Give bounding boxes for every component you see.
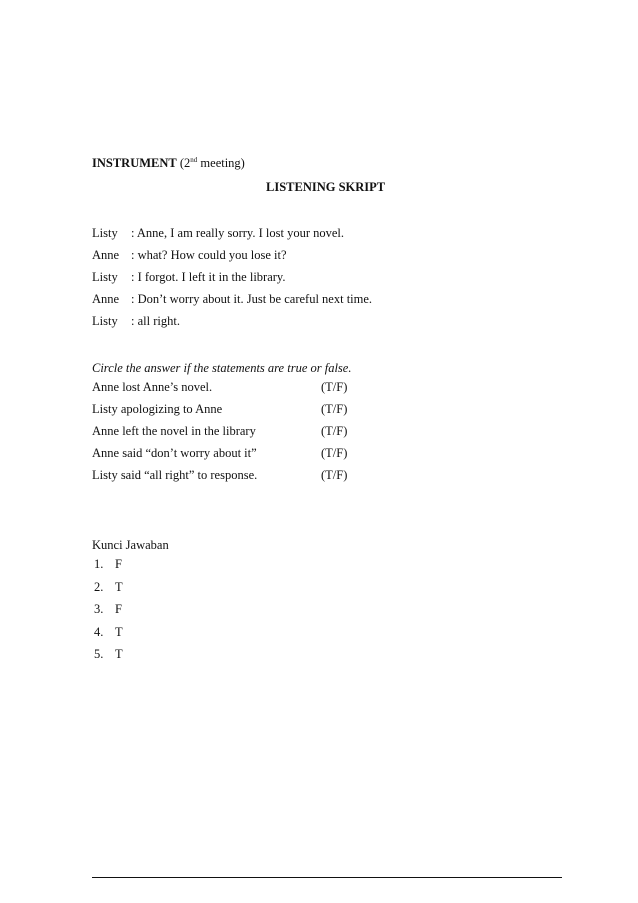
footer-divider — [92, 877, 562, 878]
dialogue-speaker: Anne — [92, 292, 120, 306]
instrument-label: INSTRUMENT — [92, 156, 177, 170]
true-false-option: (T/F) — [321, 402, 348, 416]
true-false-option: (T/F) — [321, 446, 348, 460]
meeting-close: meeting) — [197, 156, 245, 170]
statement-text: Anne said “don’t worry about it” — [92, 446, 257, 460]
statement-text: Listy said “all right” to response. — [92, 468, 258, 482]
dialogue-text: : Anne, I am really sorry. I lost your novel. — [131, 226, 345, 240]
dialogue-speaker: Listy — [92, 226, 118, 240]
answer-value: T — [115, 625, 123, 639]
dialogue-text: : Don’t worry about it. Just be careful next time. — [131, 292, 373, 306]
statement-text: Anne lost Anne’s novel. — [92, 380, 213, 394]
instrument-heading — [92, 156, 245, 171]
answer-value: F — [115, 557, 122, 571]
statement-text: Anne left the novel in the library — [92, 424, 256, 438]
answer-value: T — [115, 647, 123, 661]
meeting-ordinal-suffix: nd — [190, 155, 198, 164]
dialogue-speaker: Listy — [92, 314, 118, 328]
answer-number: 4. — [94, 625, 104, 639]
dialogue-speaker: Anne — [92, 248, 120, 262]
answer-number: 3. — [94, 602, 104, 616]
dialogue-text: : all right. — [131, 314, 180, 328]
answer-key-title: Kunci Jawaban — [92, 538, 169, 552]
true-false-option: (T/F) — [321, 380, 348, 394]
dialogue-speaker: Listy — [92, 270, 118, 284]
answer-number: 5. — [94, 647, 104, 661]
dialogue-text: : I forgot. I left it in the library. — [131, 270, 286, 284]
answer-value: T — [115, 580, 123, 594]
true-false-option: (T/F) — [321, 468, 348, 482]
page-title: LISTENING SKRIPT — [266, 180, 386, 194]
answer-number: 1. — [94, 557, 104, 571]
quiz-instruction: Circle the answer if the statements are true or false. — [92, 361, 352, 375]
answer-number: 2. — [94, 580, 104, 594]
meeting-open: (2 — [176, 156, 191, 170]
dialogue-text: : what? How could you lose it? — [131, 248, 287, 262]
statement-text: Listy apologizing to Anne — [92, 402, 223, 416]
answer-value: F — [115, 602, 122, 616]
true-false-option: (T/F) — [321, 424, 348, 438]
